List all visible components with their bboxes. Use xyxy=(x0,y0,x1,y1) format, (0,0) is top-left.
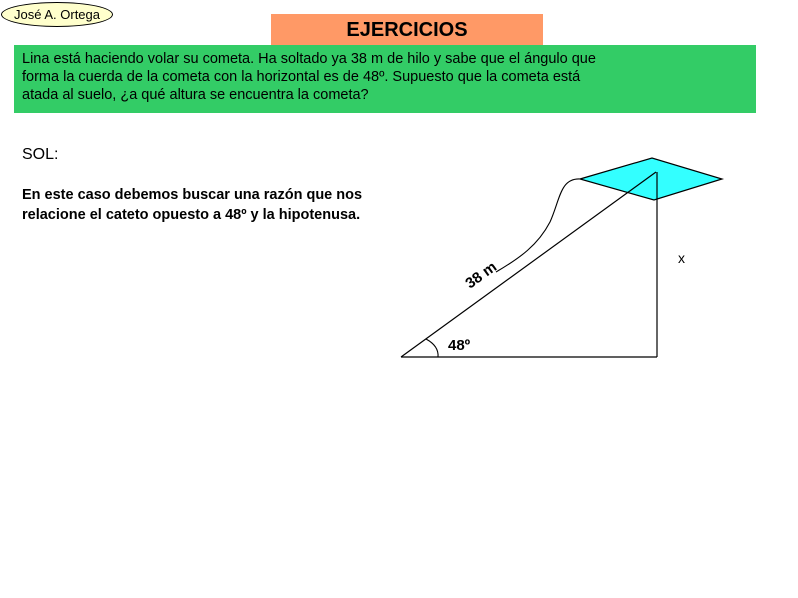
kite-shape xyxy=(580,158,722,200)
solution-line-1: En este caso debemos buscar una razón que nos xyxy=(22,187,363,203)
height-label: x xyxy=(678,250,685,266)
solution-line-2: relacione el cateto opuesto a 48º y la hipotenusa. xyxy=(22,207,361,223)
angle-label: 48º xyxy=(448,337,471,354)
problem-line-3: atada al suelo, ¿a qué altura se encuentra la cometa? xyxy=(22,87,369,103)
triangle-hypotenuse xyxy=(401,172,656,357)
angle-arc xyxy=(426,339,438,357)
problem-line-1: Lina está haciendo volar su cometa. Ha soltado ya 38 m de hilo y sabe que el ángulo que xyxy=(22,51,596,67)
author-name: José A. Ortega xyxy=(14,7,100,22)
problem-line-2: forma la cuerda de la cometa con la horizontal es de 48º. Supuesto que la cometa está xyxy=(22,69,581,85)
hypotenuse-label: 38 m xyxy=(462,258,501,293)
solution-label: SOL: xyxy=(22,146,59,163)
title-text: EJERCICIOS xyxy=(346,19,468,41)
